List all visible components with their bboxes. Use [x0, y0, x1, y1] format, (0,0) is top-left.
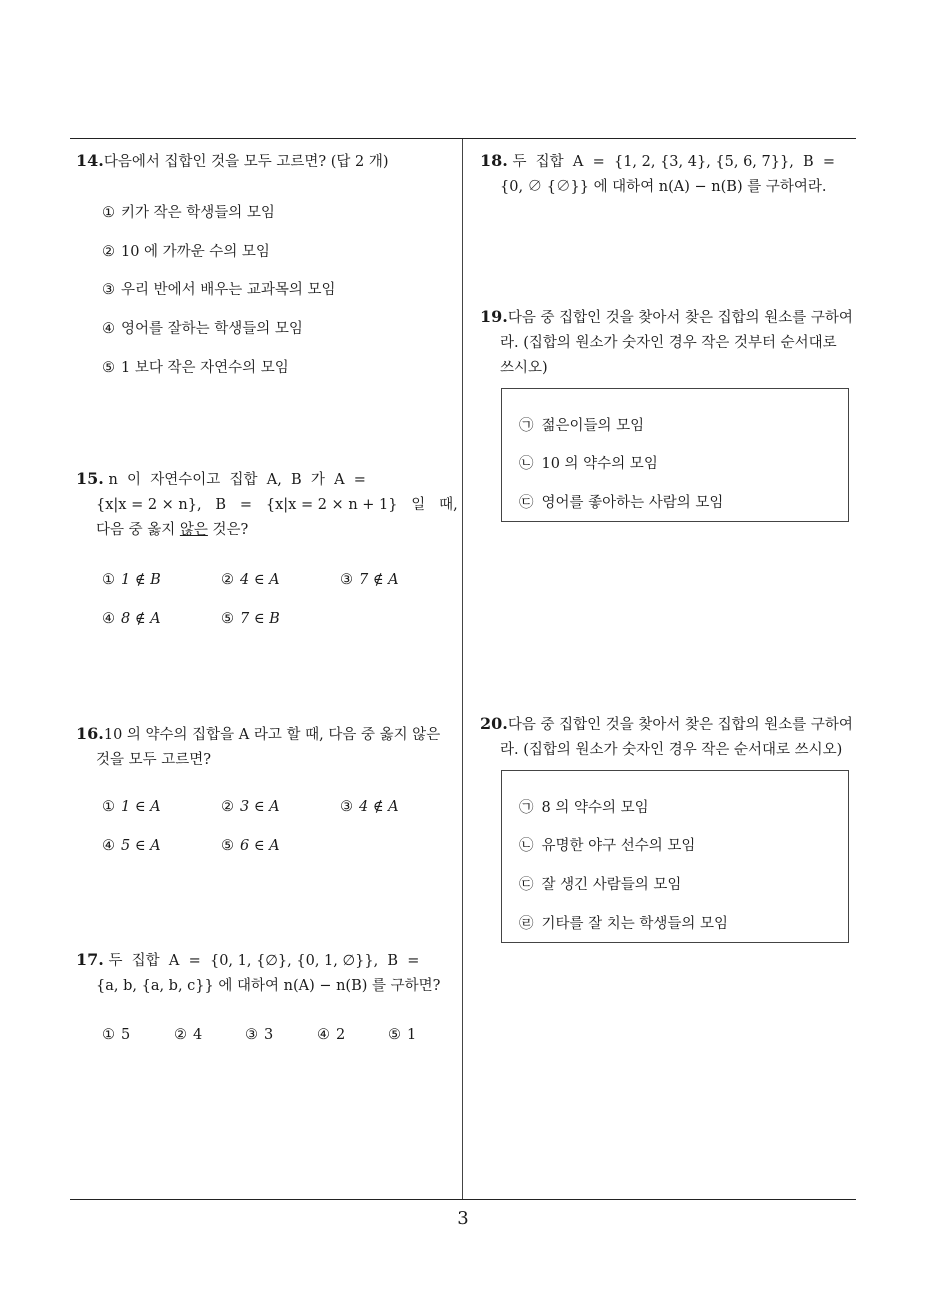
question-number: 14. [76, 151, 104, 170]
box-item: ㉠ 젊은이들의 모임 [519, 418, 645, 434]
option-1[interactable]: ① 5 [102, 1027, 131, 1043]
option-4[interactable]: ④ 5 ∈ A [102, 838, 161, 854]
option-1[interactable]: ① 1 ∉ B [102, 572, 161, 588]
question-number: 19. [480, 307, 508, 326]
emphasis-underline: 않은 [179, 522, 208, 538]
question-line: {x|x = 2 × n}, B = {x|x = 2 × n + 1} 일 때, [96, 497, 458, 513]
option-3[interactable]: ③ 우리 반에서 배우는 교과목의 모임 [102, 282, 336, 298]
option-2[interactable]: ② 4 [174, 1027, 203, 1043]
box-item: ㉣ 기타를 잘 치는 학생들의 모임 [519, 916, 729, 932]
option-5[interactable]: ⑤ 1 [388, 1027, 417, 1043]
question-stem: 다음에서 집합인 것을 모두 고르면? (답 2 개) [103, 154, 389, 170]
question-number: 15. [76, 469, 104, 488]
choice-box [501, 388, 849, 522]
option-4[interactable]: ④ 2 [317, 1027, 346, 1043]
option-3[interactable]: ③ 4 ∉ A [340, 799, 399, 815]
option-3[interactable]: ③ 3 [245, 1027, 274, 1043]
choice-box [501, 770, 849, 943]
question-14 [76, 148, 456, 175]
question-number: 16. [76, 724, 104, 743]
question-number: 20. [480, 714, 508, 733]
box-item: ㉢ 영어를 좋아하는 사람의 모임 [519, 495, 724, 511]
question-line: 라. (집합의 원소가 숫자인 경우 작은 순서대로 쓰시오) [500, 742, 843, 758]
option-3[interactable]: ③ 7 ∉ A [340, 572, 399, 588]
question-number: 18. [480, 151, 508, 170]
question-line: 라. (집합의 원소가 숫자인 경우 작은 것부터 순서대로 [500, 335, 837, 351]
box-item: ㉠ 8 의 약수의 모임 [519, 800, 649, 816]
bottom-rule [70, 1199, 856, 1200]
option-1[interactable]: ① 1 ∈ A [102, 799, 161, 815]
top-rule [70, 138, 856, 139]
question-16 [76, 721, 456, 773]
box-item: ㉡ 유명한 야구 선수의 모임 [519, 838, 696, 854]
question-line: {a, b, {a, b, c}} 에 대하여 n(A) − n(B) 를 구하면? [96, 978, 441, 994]
question-17 [76, 947, 456, 999]
box-item: ㉡ 10 의 약수의 모임 [519, 456, 658, 472]
question-19 [480, 304, 860, 381]
option-5[interactable]: ⑤ 6 ∈ A [221, 838, 280, 854]
option-4[interactable]: ④ 영어를 잘하는 학생들의 모임 [102, 321, 303, 337]
option-2[interactable]: ② 3 ∈ A [221, 799, 280, 815]
option-1[interactable]: ① 키가 작은 학생들의 모임 [102, 205, 275, 221]
question-line: 다음 중 집합인 것을 찾아서 찾은 집합의 원소를 구하여 [507, 717, 853, 733]
question-20 [480, 711, 860, 763]
question-number: 17. [76, 950, 104, 969]
page-number: 3 [457, 1208, 469, 1229]
option-5[interactable]: ⑤ 7 ∈ B [221, 611, 280, 627]
question-line: 두 집합 A = {0, 1, {∅}, {0, 1, ∅}}, B = [108, 953, 420, 969]
question-line: 10 의 약수의 집합을 A 라고 할 때, 다음 중 옳지 않은 [103, 727, 441, 743]
option-2[interactable]: ② 4 ∈ A [221, 572, 280, 588]
option-2[interactable]: ② 10 에 가까운 수의 모임 [102, 244, 270, 260]
question-line: 두 집합 A = {1, 2, {3, 4}, {5, 6, 7}}, B = [512, 154, 836, 170]
box-item: ㉢ 잘 생긴 사람들의 모임 [519, 877, 682, 893]
question-18 [480, 148, 860, 200]
option-5[interactable]: ⑤ 1 보다 작은 자연수의 모임 [102, 360, 289, 376]
question-line: 쓰시오) [500, 360, 548, 376]
question-line: 다음 중 옳지 않은 것은? [96, 522, 249, 538]
option-4[interactable]: ④ 8 ∉ A [102, 611, 161, 627]
question-line: n 이 자연수이고 집합 A, B 가 A = [108, 472, 366, 488]
question-15 [76, 466, 456, 543]
question-line: {0, ∅ {∅}} 에 대하여 n(A) − n(B) 를 구하여라. [500, 179, 827, 195]
column-divider [462, 139, 463, 1200]
question-line: 것을 모두 고르면? [96, 752, 212, 768]
question-line: 다음 중 집합인 것을 찾아서 찾은 집합의 원소를 구하여 [507, 310, 853, 326]
